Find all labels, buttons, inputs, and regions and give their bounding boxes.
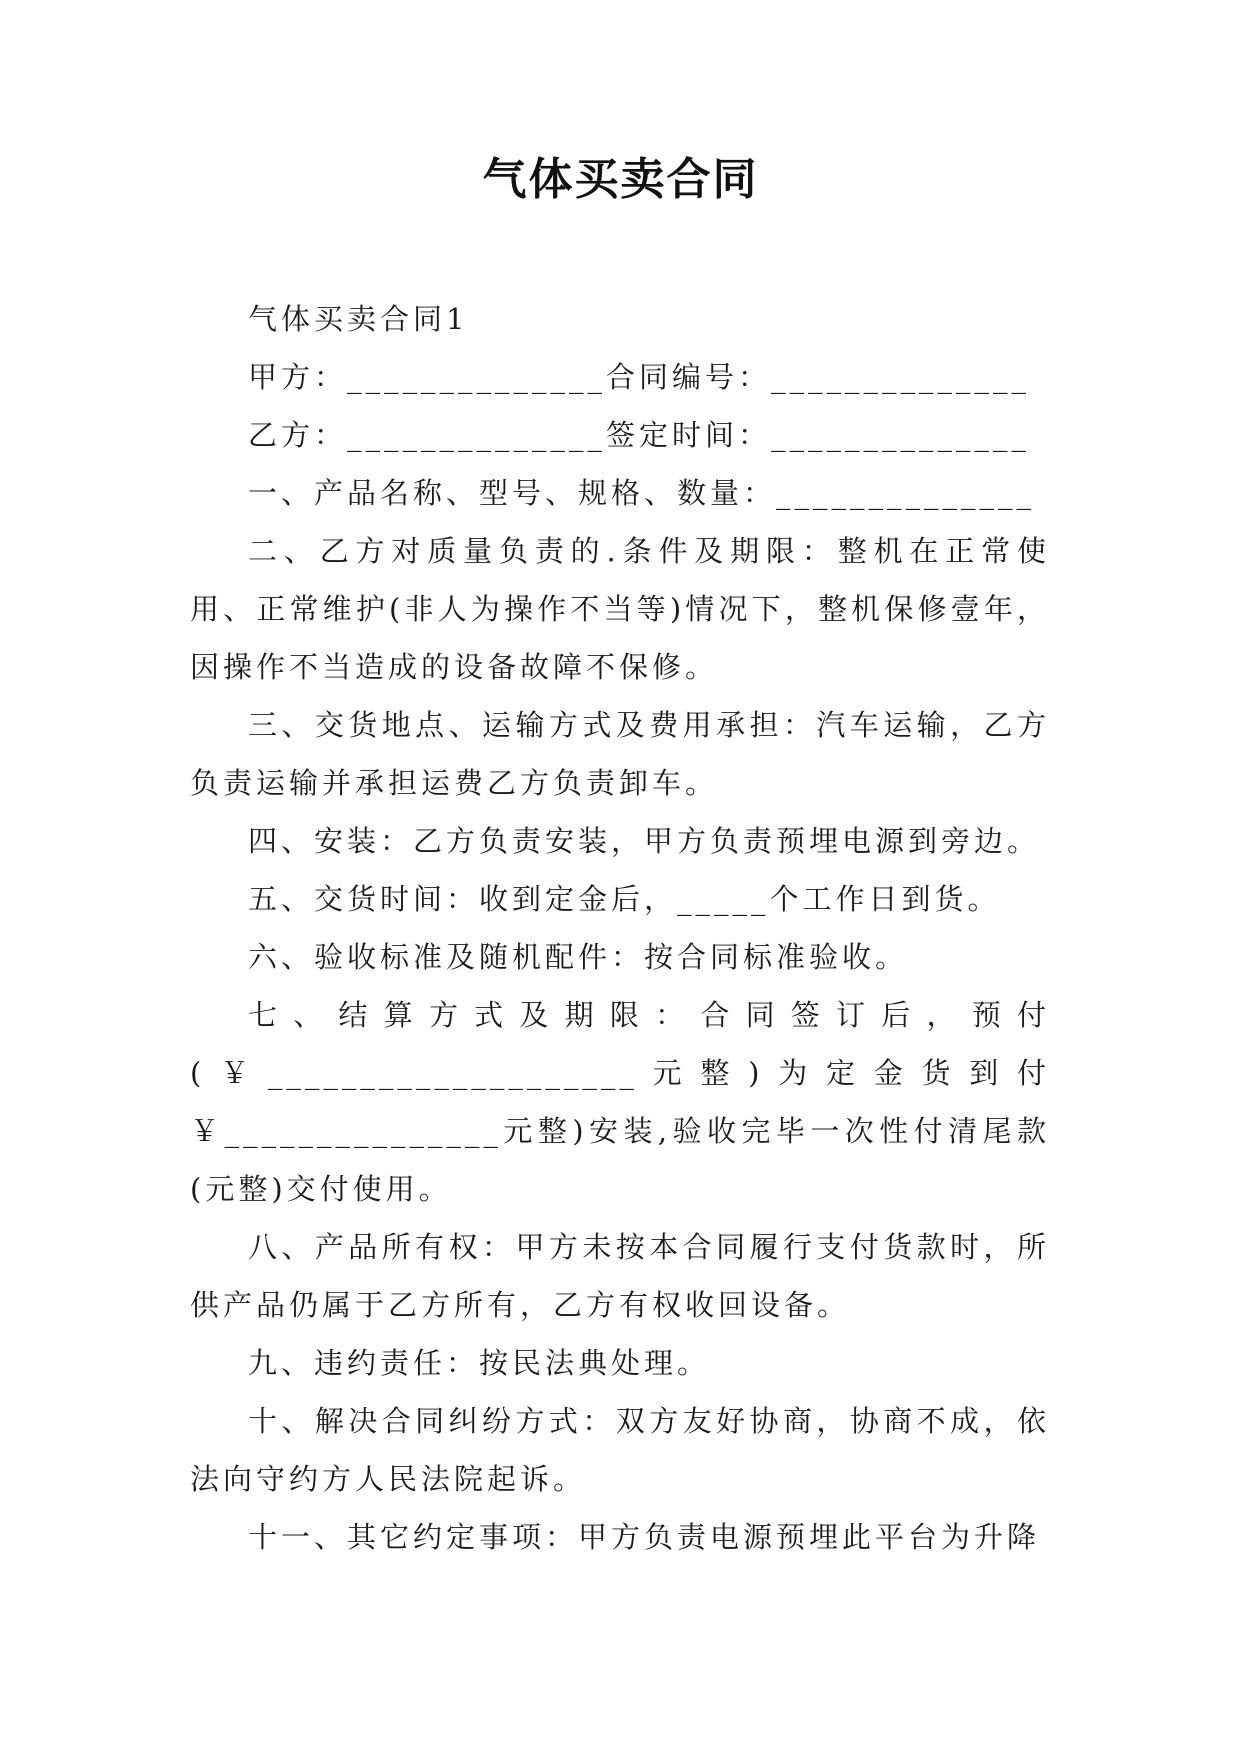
clause-1: 一、产品名称、型号、规格、数量：______________ bbox=[248, 476, 1036, 510]
clause-5: 五、交货时间：收到定金后，_____个工作日到货。 bbox=[248, 882, 1001, 916]
clause-8: 八、产品所有权：甲方未按本合同履行支付货款时，所供产品仍属于乙方所有，乙方有权收回设备。 bbox=[190, 1230, 1050, 1322]
clause-7: 七、结算方式及期限：合同签订后，预付(￥____________________元整)为定金货到付￥_______________元整)安装,验收完毕一次性付清尾款(元整)交付使用。 bbox=[190, 998, 1050, 1206]
document-body bbox=[190, 290, 1050, 1566]
clause-9: 九、违约责任：按民法典处理。 bbox=[248, 1346, 711, 1380]
party-b-line: 乙方：______________签定时间：______________ bbox=[248, 418, 1031, 452]
contract-subtitle: 气体买卖合同1 bbox=[248, 302, 469, 336]
document-title: 气体买卖合同 bbox=[482, 154, 759, 205]
clause-10: 十、解决合同纠纷方式：双方友好协商，协商不成，依法向守约方人民法院起诉。 bbox=[190, 1404, 1050, 1496]
clause-3: 三、交货地点、运输方式及费用承担：汽车运输，乙方负责运输并承担运费乙方负责卸车。 bbox=[190, 708, 1050, 800]
clause-4: 四、安装：乙方负责安装，甲方负责预埋电源到旁边。 bbox=[248, 824, 1041, 858]
party-a-line: 甲方：______________合同编号：______________ bbox=[248, 360, 1031, 394]
clause-2: 二、乙方对质量负责的.条件及期限：整机在正常使用、正常维护(非人为操作不当等)情况下，整机保修壹年，因操作不当造成的设备故障不保修。 bbox=[190, 534, 1050, 684]
clause-11: 十一、其它约定事项：甲方负责电源预埋此平台为升降 bbox=[248, 1520, 1041, 1554]
clause-6: 六、验收标准及随机配件：按合同标准验收。 bbox=[248, 940, 909, 974]
